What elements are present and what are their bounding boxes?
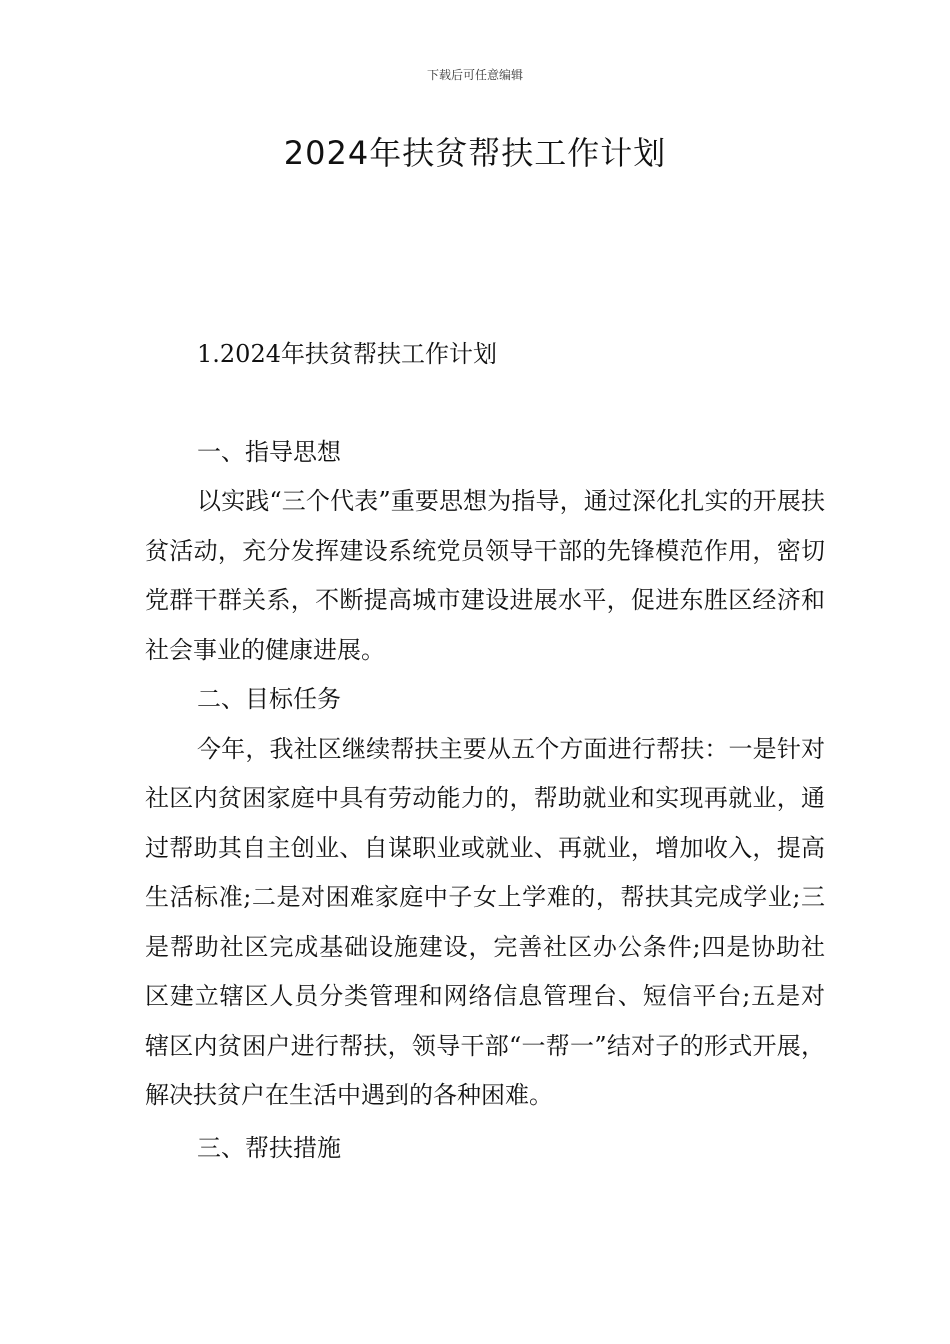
section-heading-1: 一、指导思想 xyxy=(197,437,341,466)
document-subtitle: 1.2024年扶贫帮扶工作计划 xyxy=(197,340,497,368)
section-heading-3: 三、帮扶措施 xyxy=(197,1133,341,1162)
header-note: 下载后可任意编辑 xyxy=(426,68,523,82)
section-body-2: 今年，我社区继续帮扶主要从五个方面进行帮扶：一是针对社区内贫困家庭中具有劳动能力的，帮助就业和实现再就业，通过帮助其自主创业、自谋职业或就业、再就业，增加收入，提高生活标准;二是对困难家庭中子女上学难的，帮扶其完成学业;三是帮助社区完成基础设施建设，完善社区办公条件;四是协助社区建立辖区人员分类管理和网络信息管理台、短信平台;五是对辖区内贫困户进行帮扶，领导干部“一帮一”结对子的形式开展，解决扶贫户在生活中遇到的各种困难。 xyxy=(145,734,825,1109)
document-body xyxy=(145,330,825,1173)
section-heading-2: 二、目标任务 xyxy=(197,685,341,713)
document-title: 2024年扶贫帮扶工作计划 xyxy=(283,134,667,172)
section-body-1: 以实践“三个代表”重要思想为指导，通过深化扎实的开展扶贫活动，充分发挥建设系统党员领导干部的先锋模范作用，密切党群干群关系，不断提高城市建设进展水平，促进东胜区经济和社会事业的健康进展。 xyxy=(145,487,825,664)
